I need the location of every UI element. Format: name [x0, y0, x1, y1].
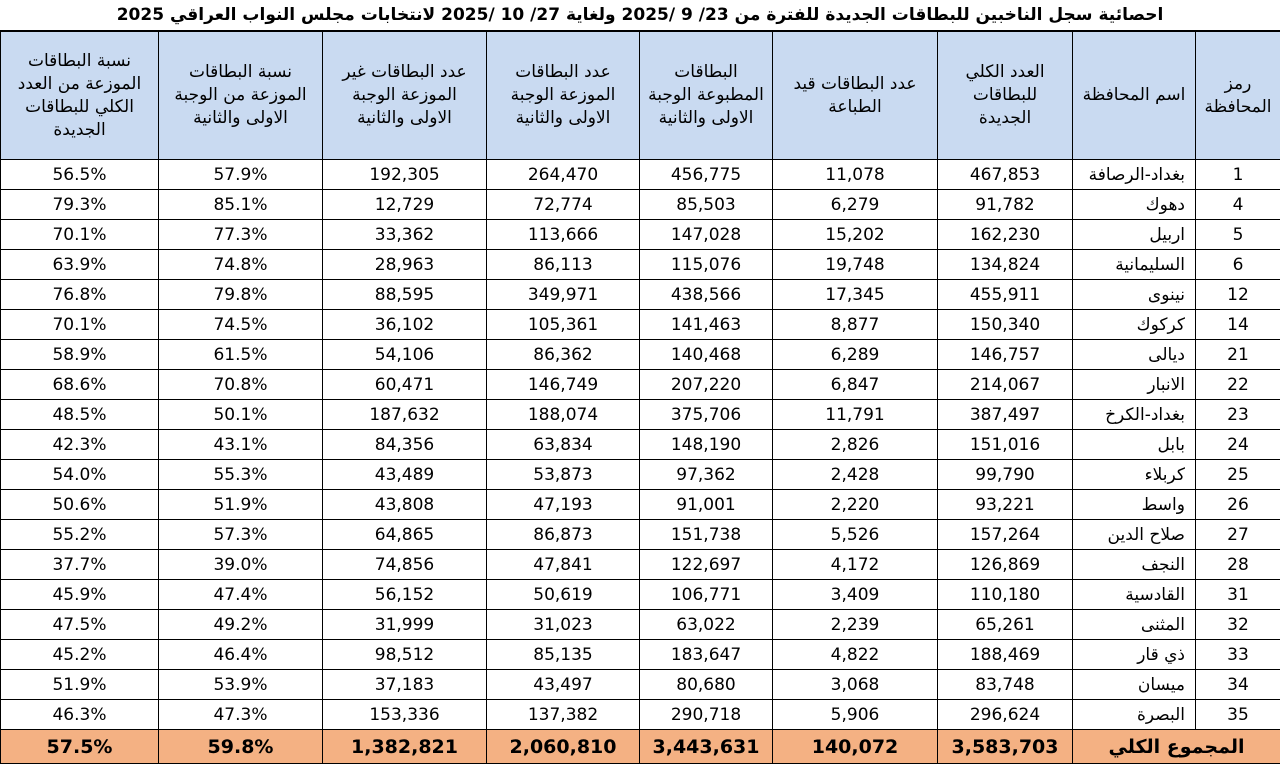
province-code: 32 — [1196, 610, 1280, 640]
pct-distributed-total: 55.2% — [1, 520, 159, 550]
pct-distributed-batches: 39.0% — [159, 550, 323, 580]
header-undistributed: عدد البطاقات غير الموزعة الوجبة الاولى والثانية — [323, 32, 487, 160]
province-code: 35 — [1196, 700, 1280, 730]
header-row — [1, 32, 1280, 160]
cards-distributed: 113,666 — [487, 220, 640, 250]
cards-printed: 85,503 — [640, 190, 773, 220]
cards-printed: 151,738 — [640, 520, 773, 550]
cards-undistributed: 192,305 — [323, 160, 487, 190]
total-new-cards: 146,757 — [938, 340, 1073, 370]
pct-distributed-total: 54.0% — [1, 460, 159, 490]
province-name: ديالى — [1073, 340, 1196, 370]
province-name: نينوى — [1073, 280, 1196, 310]
total-new-cards: 83,748 — [938, 670, 1073, 700]
cards-distributed: 43,497 — [487, 670, 640, 700]
province-name: اربيل — [1073, 220, 1196, 250]
header-total-new: العدد الكلي للبطاقات الجديدة — [938, 32, 1073, 160]
cards-printed: 115,076 — [640, 250, 773, 280]
pct-distributed-total: 70.1% — [1, 220, 159, 250]
cards-undistributed: 43,808 — [323, 490, 487, 520]
pct-distributed-total: 37.7% — [1, 550, 159, 580]
cards-distributed: 264,470 — [487, 160, 640, 190]
total-new-cards: 455,911 — [938, 280, 1073, 310]
cards-printing: 2,220 — [773, 490, 938, 520]
cards-distributed: 85,135 — [487, 640, 640, 670]
table-row — [1, 220, 1280, 250]
cards-printed: 63,022 — [640, 610, 773, 640]
table-row — [1, 610, 1280, 640]
total-new-cards: 93,221 — [938, 490, 1073, 520]
cards-printing: 3,409 — [773, 580, 938, 610]
cards-printed: 97,362 — [640, 460, 773, 490]
province-code: 34 — [1196, 670, 1280, 700]
pct-distributed-batches: 47.3% — [159, 700, 323, 730]
province-name: صلاح الدين — [1073, 520, 1196, 550]
table-title: احصائية سجل الناخبين للبطاقات الجديدة للفترة من 23/ 9 /2025 ولغاية 27/ 10 /2025 لانتخابات مجلس النواب العراقي 2025 — [0, 0, 1280, 31]
cards-printed: 456,775 — [640, 160, 773, 190]
total-new-cards: 150,340 — [938, 310, 1073, 340]
cards-printing: 2,826 — [773, 430, 938, 460]
pct-distributed-total: 68.6% — [1, 370, 159, 400]
province-name: بغداد-الكرخ — [1073, 400, 1196, 430]
cards-undistributed: 33,362 — [323, 220, 487, 250]
cards-printing: 11,791 — [773, 400, 938, 430]
pct-distributed-total: 79.3% — [1, 190, 159, 220]
province-code: 4 — [1196, 190, 1280, 220]
province-name: المثنى — [1073, 610, 1196, 640]
table-row — [1, 250, 1280, 280]
cards-printing: 6,847 — [773, 370, 938, 400]
table-row — [1, 670, 1280, 700]
pct-distributed-batches: 50.1% — [159, 400, 323, 430]
header-distributed: عدد البطاقات الموزعة الوجبة الاولى والثانية — [487, 32, 640, 160]
voter-cards-table — [0, 31, 1280, 764]
cards-printing: 11,078 — [773, 160, 938, 190]
cards-undistributed: 98,512 — [323, 640, 487, 670]
header-printing: عدد البطاقات قيد الطباعة — [773, 32, 938, 160]
cards-undistributed: 64,865 — [323, 520, 487, 550]
pct-distributed-batches: 61.5% — [159, 340, 323, 370]
table-row — [1, 400, 1280, 430]
cards-undistributed: 84,356 — [323, 430, 487, 460]
pct-distributed-total: 58.9% — [1, 340, 159, 370]
province-name: بغداد-الرصافة — [1073, 160, 1196, 190]
total-new-cards: 65,261 — [938, 610, 1073, 640]
table-row — [1, 460, 1280, 490]
cards-distributed: 31,023 — [487, 610, 640, 640]
cards-undistributed: 56,152 — [323, 580, 487, 610]
pct-distributed-batches: 74.5% — [159, 310, 323, 340]
cards-printed: 147,028 — [640, 220, 773, 250]
cards-distributed: 188,074 — [487, 400, 640, 430]
province-code: 27 — [1196, 520, 1280, 550]
cards-printing: 2,428 — [773, 460, 938, 490]
cards-distributed: 86,362 — [487, 340, 640, 370]
table-row — [1, 490, 1280, 520]
pct-distributed-batches: 43.1% — [159, 430, 323, 460]
pct-distributed-total: 50.6% — [1, 490, 159, 520]
cards-printed: 207,220 — [640, 370, 773, 400]
cards-printed: 122,697 — [640, 550, 773, 580]
cards-undistributed: 12,729 — [323, 190, 487, 220]
province-name: القادسية — [1073, 580, 1196, 610]
total-cell: 1,382,821 — [323, 730, 487, 764]
total-cell: 57.5% — [1, 730, 159, 764]
pct-distributed-batches: 74.8% — [159, 250, 323, 280]
cards-undistributed: 28,963 — [323, 250, 487, 280]
total-new-cards: 110,180 — [938, 580, 1073, 610]
cards-undistributed: 74,856 — [323, 550, 487, 580]
pct-distributed-total: 51.9% — [1, 670, 159, 700]
pct-distributed-batches: 51.9% — [159, 490, 323, 520]
pct-distributed-batches: 53.9% — [159, 670, 323, 700]
cards-printed: 91,001 — [640, 490, 773, 520]
cards-undistributed: 187,632 — [323, 400, 487, 430]
province-code: 33 — [1196, 640, 1280, 670]
pct-distributed-total: 63.9% — [1, 250, 159, 280]
total-new-cards: 134,824 — [938, 250, 1073, 280]
province-name: دهوك — [1073, 190, 1196, 220]
province-code: 31 — [1196, 580, 1280, 610]
pct-distributed-total: 45.9% — [1, 580, 159, 610]
cards-printing: 4,172 — [773, 550, 938, 580]
province-name: البصرة — [1073, 700, 1196, 730]
total-cell: 3,443,631 — [640, 730, 773, 764]
cards-distributed: 50,619 — [487, 580, 640, 610]
total-new-cards: 157,264 — [938, 520, 1073, 550]
cards-printed: 438,566 — [640, 280, 773, 310]
province-name: ميسان — [1073, 670, 1196, 700]
total-new-cards: 467,853 — [938, 160, 1073, 190]
table-row — [1, 550, 1280, 580]
cards-printed: 290,718 — [640, 700, 773, 730]
table-row — [1, 280, 1280, 310]
pct-distributed-batches: 57.3% — [159, 520, 323, 550]
cards-distributed: 146,749 — [487, 370, 640, 400]
pct-distributed-total: 70.1% — [1, 310, 159, 340]
cards-undistributed: 88,595 — [323, 280, 487, 310]
cards-printed: 80,680 — [640, 670, 773, 700]
pct-distributed-batches: 46.4% — [159, 640, 323, 670]
cards-undistributed: 43,489 — [323, 460, 487, 490]
total-new-cards: 151,016 — [938, 430, 1073, 460]
cards-undistributed: 36,102 — [323, 310, 487, 340]
province-code: 26 — [1196, 490, 1280, 520]
pct-distributed-total: 45.2% — [1, 640, 159, 670]
total-cell: 140,072 — [773, 730, 938, 764]
cards-distributed: 47,193 — [487, 490, 640, 520]
cards-printing: 15,202 — [773, 220, 938, 250]
pct-distributed-total: 56.5% — [1, 160, 159, 190]
cards-distributed: 86,113 — [487, 250, 640, 280]
total-cell: 2,060,810 — [487, 730, 640, 764]
cards-printing: 2,239 — [773, 610, 938, 640]
total-label: المجموع الكلي — [1073, 730, 1280, 764]
cards-undistributed: 31,999 — [323, 610, 487, 640]
cards-printed: 375,706 — [640, 400, 773, 430]
province-name: كركوك — [1073, 310, 1196, 340]
cards-printed: 106,771 — [640, 580, 773, 610]
province-name: السليمانية — [1073, 250, 1196, 280]
cards-distributed: 137,382 — [487, 700, 640, 730]
header-pct-total: نسبة البطاقات الموزعة من العدد الكلي للبطاقات الجديدة — [1, 32, 159, 160]
province-code: 22 — [1196, 370, 1280, 400]
pct-distributed-batches: 49.2% — [159, 610, 323, 640]
cards-undistributed: 54,106 — [323, 340, 487, 370]
pct-distributed-batches: 77.3% — [159, 220, 323, 250]
header-code: رمز المحافظة — [1196, 32, 1280, 160]
cards-distributed: 53,873 — [487, 460, 640, 490]
table-body — [1, 160, 1280, 730]
total-row — [1, 730, 1280, 764]
pct-distributed-total: 76.8% — [1, 280, 159, 310]
province-code: 5 — [1196, 220, 1280, 250]
pct-distributed-total: 46.3% — [1, 700, 159, 730]
pct-distributed-batches: 47.4% — [159, 580, 323, 610]
province-name: ذي قار — [1073, 640, 1196, 670]
cards-printing: 6,279 — [773, 190, 938, 220]
province-code: 21 — [1196, 340, 1280, 370]
province-code: 28 — [1196, 550, 1280, 580]
cards-distributed: 63,834 — [487, 430, 640, 460]
cards-undistributed: 60,471 — [323, 370, 487, 400]
total-new-cards: 126,869 — [938, 550, 1073, 580]
cards-distributed: 86,873 — [487, 520, 640, 550]
header-province: اسم المحافظة — [1073, 32, 1196, 160]
province-name: واسط — [1073, 490, 1196, 520]
province-code: 12 — [1196, 280, 1280, 310]
cards-printing: 19,748 — [773, 250, 938, 280]
table-row — [1, 700, 1280, 730]
total-new-cards: 162,230 — [938, 220, 1073, 250]
table-row — [1, 430, 1280, 460]
cards-printed: 183,647 — [640, 640, 773, 670]
total-new-cards: 99,790 — [938, 460, 1073, 490]
cards-distributed: 47,841 — [487, 550, 640, 580]
table-row — [1, 580, 1280, 610]
total-new-cards: 188,469 — [938, 640, 1073, 670]
pct-distributed-batches: 85.1% — [159, 190, 323, 220]
province-name: بابل — [1073, 430, 1196, 460]
cards-printing: 5,526 — [773, 520, 938, 550]
pct-distributed-batches: 70.8% — [159, 370, 323, 400]
total-cell: 3,583,703 — [938, 730, 1073, 764]
cards-printing: 6,289 — [773, 340, 938, 370]
total-cell: 59.8% — [159, 730, 323, 764]
cards-distributed: 72,774 — [487, 190, 640, 220]
header-pct-batches: نسبة البطاقات الموزعة من الوجبة الاولى والثانية — [159, 32, 323, 160]
pct-distributed-batches: 55.3% — [159, 460, 323, 490]
cards-printed: 148,190 — [640, 430, 773, 460]
cards-printing: 5,906 — [773, 700, 938, 730]
cards-printing: 3,068 — [773, 670, 938, 700]
table-row — [1, 640, 1280, 670]
table-row — [1, 310, 1280, 340]
table-row — [1, 190, 1280, 220]
table-row — [1, 520, 1280, 550]
pct-distributed-total: 42.3% — [1, 430, 159, 460]
province-name: الانبار — [1073, 370, 1196, 400]
cards-printing: 17,345 — [773, 280, 938, 310]
cards-printed: 140,468 — [640, 340, 773, 370]
pct-distributed-total: 48.5% — [1, 400, 159, 430]
province-code: 1 — [1196, 160, 1280, 190]
total-new-cards: 296,624 — [938, 700, 1073, 730]
cards-printing: 4,822 — [773, 640, 938, 670]
province-name: النجف — [1073, 550, 1196, 580]
cards-undistributed: 37,183 — [323, 670, 487, 700]
total-new-cards: 214,067 — [938, 370, 1073, 400]
cards-distributed: 105,361 — [487, 310, 640, 340]
total-new-cards: 387,497 — [938, 400, 1073, 430]
province-name: كربلاء — [1073, 460, 1196, 490]
province-code: 25 — [1196, 460, 1280, 490]
cards-distributed: 349,971 — [487, 280, 640, 310]
province-code: 24 — [1196, 430, 1280, 460]
header-printed: البطاقات المطبوعة الوجبة الاولى والثانية — [640, 32, 773, 160]
province-code: 14 — [1196, 310, 1280, 340]
province-code: 6 — [1196, 250, 1280, 280]
pct-distributed-total: 47.5% — [1, 610, 159, 640]
cards-undistributed: 153,336 — [323, 700, 487, 730]
cards-printing: 8,877 — [773, 310, 938, 340]
cards-printed: 141,463 — [640, 310, 773, 340]
total-new-cards: 91,782 — [938, 190, 1073, 220]
pct-distributed-batches: 79.8% — [159, 280, 323, 310]
pct-distributed-batches: 57.9% — [159, 160, 323, 190]
province-code: 23 — [1196, 400, 1280, 430]
table-row — [1, 370, 1280, 400]
table-row — [1, 160, 1280, 190]
table-row — [1, 340, 1280, 370]
